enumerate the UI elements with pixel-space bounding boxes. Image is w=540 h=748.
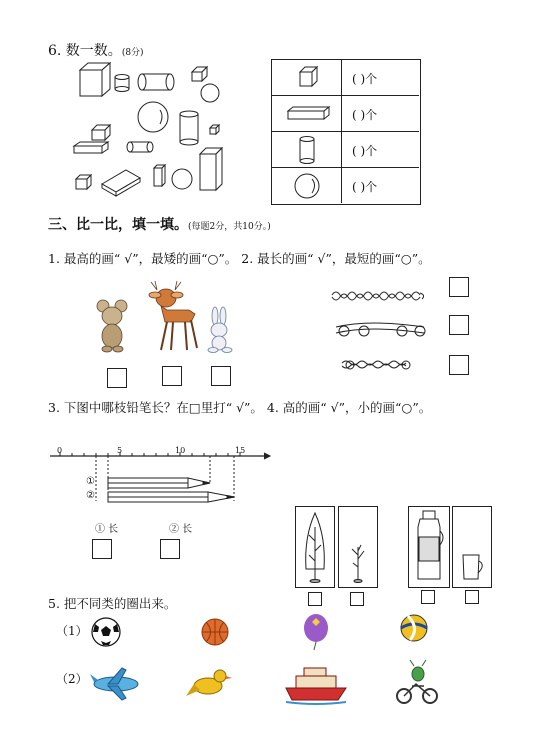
- q5-row1-items: [90, 610, 450, 650]
- answer-box-rope-3[interactable]: [449, 355, 469, 375]
- q6-row-shape-cell: [272, 168, 342, 203]
- q6-score: (8分): [121, 48, 144, 58]
- cube-icon: [76, 175, 91, 189]
- cuboid-icon: [200, 148, 222, 190]
- q5-row1-label: （1）: [56, 624, 88, 638]
- section3-heading: [48, 214, 271, 234]
- cylinder-icon: [138, 74, 174, 90]
- q5-row2-label: （2）: [56, 672, 88, 686]
- q6-row-answer-cell[interactable]: [342, 60, 419, 96]
- answer-box-pencil-1[interactable]: [92, 539, 112, 559]
- cylinder-icon: [115, 75, 129, 92]
- cylinder-icon: [300, 137, 314, 164]
- ruler-tick-10: 10: [175, 446, 186, 455]
- basketball-icon: [202, 619, 228, 645]
- cup-icon: [463, 555, 482, 579]
- motorcycle-icon: [397, 660, 437, 703]
- section3-note: (每题2分，共10分。): [188, 222, 271, 232]
- mouse-icon: [97, 300, 127, 352]
- q6-answer-2[interactable]: ( )个: [352, 108, 378, 122]
- q6-row-shape-cell: [272, 60, 342, 96]
- q6-answer-1[interactable]: ( )个: [352, 72, 378, 86]
- deer-icon: [149, 281, 197, 350]
- sphere-icon: [172, 169, 192, 189]
- ruler-tick-0: 0: [57, 446, 63, 455]
- q1-q2-instructions: 1. 最高的画“ √”，最矮的画“○”。 2. 最长的画“ √”，最短的画“○”。: [48, 251, 431, 266]
- pencil-1-icon: [108, 478, 210, 488]
- ruler-tick-5: 5: [117, 446, 123, 455]
- cube-icon: [300, 67, 317, 86]
- ruler-tick-15: 15: [235, 446, 246, 455]
- q6-row-shape-cell: [272, 96, 342, 132]
- rabbit-icon: [208, 307, 232, 353]
- rope-icon: [332, 292, 424, 300]
- q5-instructions: 5. 把不同类的圈出来。: [48, 596, 177, 611]
- pencil-2-long-label: ② 长: [169, 524, 193, 535]
- cube-icon: [210, 125, 219, 134]
- q6-title: [48, 40, 144, 60]
- q6-title-text: 6. 数一数。: [48, 43, 122, 59]
- pencil-2-icon: [108, 492, 234, 502]
- ropes-figure: [330, 285, 440, 375]
- q4-cup-frame: [452, 506, 492, 588]
- answer-box-rope-1[interactable]: [449, 277, 469, 297]
- answer-box-rabbit[interactable]: [211, 366, 231, 386]
- tree-tall-icon: [306, 513, 325, 583]
- q6-row-shape-cell: [272, 132, 342, 168]
- q6-count-table: [271, 59, 421, 205]
- q6-row-answer-cell[interactable]: [342, 132, 419, 168]
- cuboid-icon: [74, 142, 108, 153]
- cube-icon: [192, 67, 207, 81]
- answer-box-pencil-2[interactable]: [160, 539, 180, 559]
- rope-icon: [336, 323, 425, 336]
- tree-short-icon: [352, 545, 364, 583]
- cube-icon: [80, 63, 110, 96]
- answer-box-cup[interactable]: [465, 590, 479, 604]
- sphere-icon: [295, 174, 319, 198]
- balloon-icon: [304, 614, 328, 650]
- answer-box-thermos[interactable]: [421, 590, 435, 604]
- pencil-2-label: ②: [86, 490, 95, 501]
- sphere-icon: [201, 84, 219, 102]
- cuboid-icon: [288, 107, 329, 119]
- q6-shapes-figure: [70, 58, 230, 198]
- section3-title: 三、比一比，填一填。: [48, 217, 188, 233]
- q5-row2-items: [90, 660, 450, 708]
- answer-box-short-tree[interactable]: [350, 592, 364, 606]
- q6-answer-3[interactable]: ( )个: [352, 144, 378, 158]
- q3-q4-instructions: 3. 下图中哪枝铅笔长？在□里打“ √”。 4. 高的画“ √”，小的画“○”。: [48, 400, 432, 415]
- thermos-icon: [418, 511, 443, 579]
- answer-box-tall-tree[interactable]: [308, 592, 322, 606]
- cylinder-icon: [180, 111, 198, 145]
- q6-row-answer-cell[interactable]: [342, 168, 419, 203]
- answer-box-deer[interactable]: [162, 366, 182, 386]
- cuboid-icon: [154, 165, 165, 186]
- q4-short-tree-frame: [338, 506, 378, 588]
- pencil-1-long-label: ① 长: [95, 524, 119, 535]
- cuboid-icon: [102, 170, 140, 196]
- q6-row-answer-cell[interactable]: [342, 96, 419, 132]
- q4-thermos-frame: [408, 506, 450, 588]
- bird-icon: [186, 670, 232, 696]
- animals-figure: [95, 278, 245, 358]
- answer-box-rope-2[interactable]: [449, 315, 469, 335]
- cylinder-icon: [127, 142, 153, 152]
- sphere-icon: [138, 102, 168, 132]
- cube-icon: [92, 125, 110, 140]
- ship-icon: [286, 668, 346, 704]
- answer-box-mouse[interactable]: [107, 368, 127, 388]
- q6-answer-4[interactable]: ( )个: [352, 180, 378, 194]
- pencil-1-label: ①: [86, 476, 95, 487]
- airplane-icon: [90, 668, 138, 700]
- ruler-figure: [48, 446, 268, 516]
- q4-tall-tree-frame: [295, 506, 335, 588]
- rope-icon: [342, 361, 410, 369]
- soccer-ball-icon: [92, 618, 120, 646]
- volleyball-icon: [401, 615, 427, 641]
